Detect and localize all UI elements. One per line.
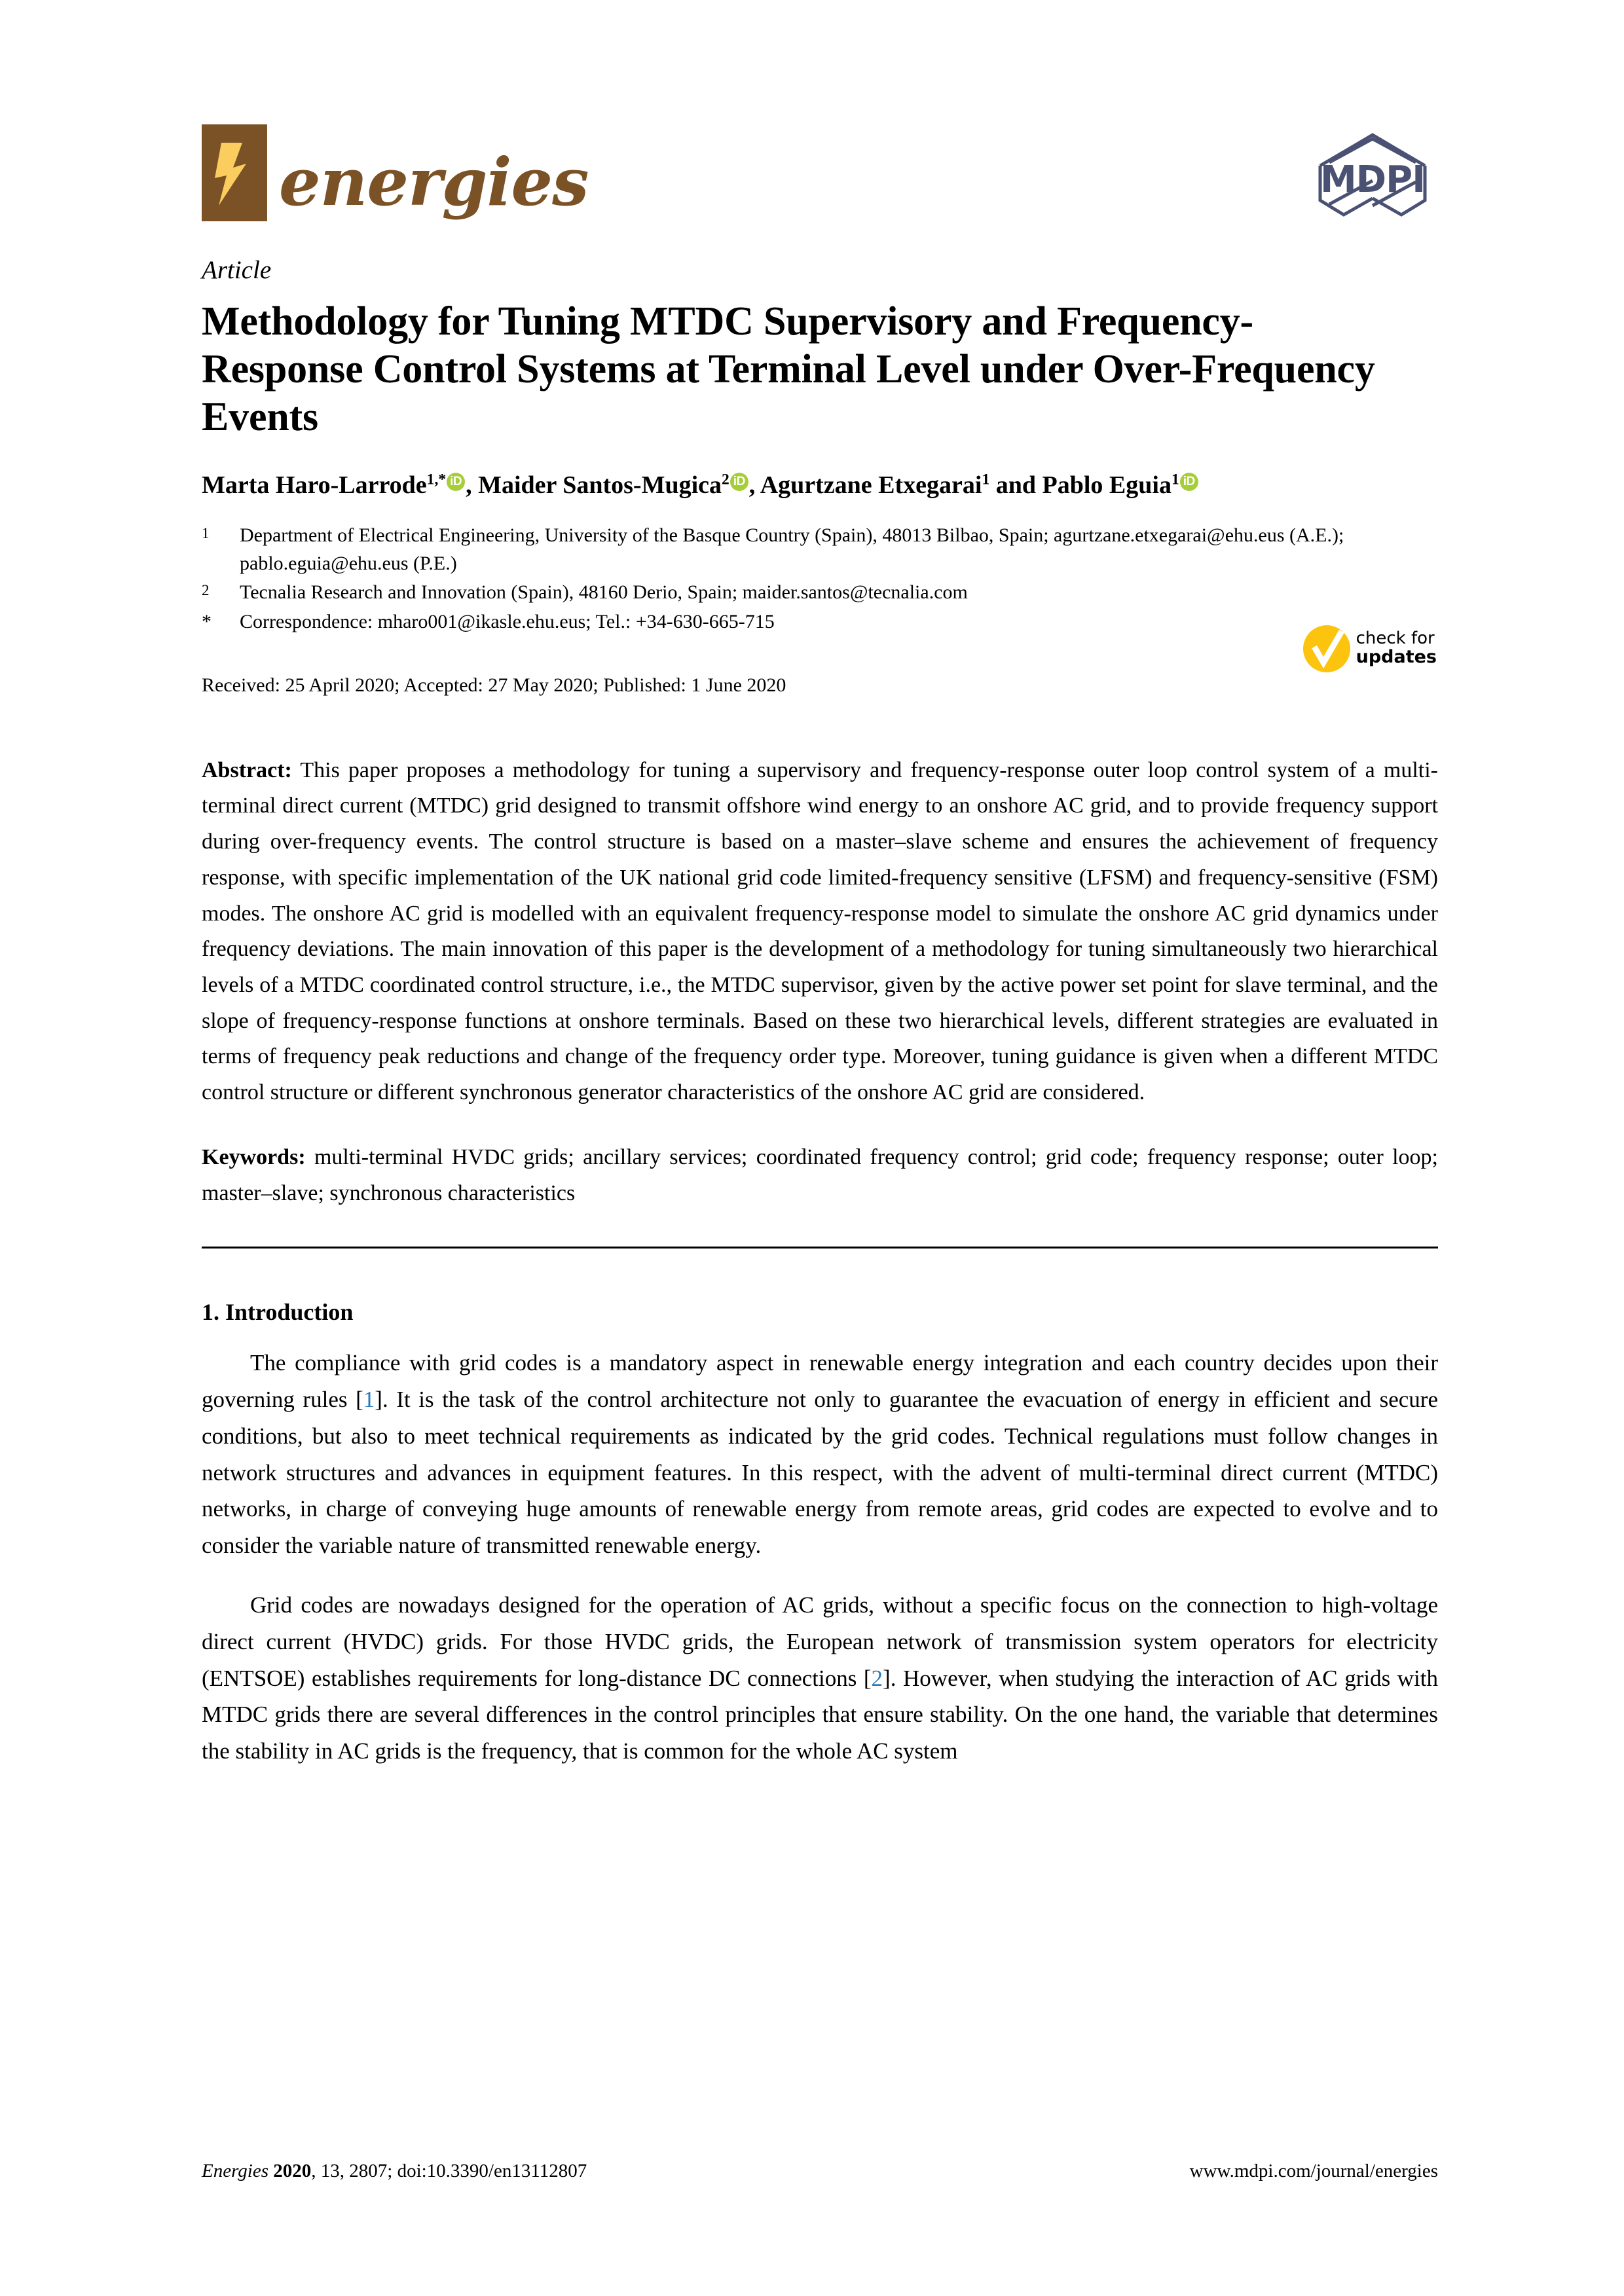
correspondence-text: Correspondence: mharo001@ikasle.ehu.eus; Tel.: +34-630-665-715 — [240, 610, 775, 632]
author-1-name: Marta Haro-Larrode — [202, 471, 427, 499]
orcid-icon[interactable]: iD — [1180, 473, 1198, 491]
authors-conjunction — [989, 471, 996, 499]
abstract-label: Abstract: — [202, 757, 292, 782]
footer-journal-name: Energies — [202, 2160, 269, 2181]
footer-year: 2020 — [273, 2160, 312, 2181]
section-heading-introduction: 1. Introduction — [202, 1299, 354, 1326]
affiliation-text: Department of Electrical Engineering, University of the Basque Country (Spain), 48013 Bilbao, Spain; agurtzane.etxegarai@ehu.eus (A.E.); pablo.eguia@ehu.eus (P.E.) — [240, 524, 1344, 574]
article-content — [202, 124, 1438, 1793]
check-for-updates-text — [1356, 630, 1437, 666]
abstract-text: This paper proposes a methodology for tuning a supervisory and frequency-response outer loop control system of a multi-terminal direct current (MTDC) grid designed to transmit offshore wind energy to an onshore AC grid, and to provide frequency support during over-frequency events. The control structure is based on a master–slave scheme and ensures the achievement of frequency response, with specific implementation of the UK national grid code limited-frequency sensitive (LFSM) and frequency-sensitive (FSM) modes. The onshore AC grid is modelled with an equivalent frequency-response model to simulate the onshore AC grid dynamics under frequency deviations. The main innovation of this paper is the development of a methodology for tuning simultaneously two hierarchical levels of a MTDC coordinated control structure, i.e., the MTDC supervisor, given by the active power set point for slave terminal, and the slope of frequency-response functions at onshore terminals. Based on these two hierarchical levels, different strategies are evaluated in terms of frequency peak reductions and change of the frequency order type. Moreover, tuning guidance is given when a different MTDC control structure or different synchronous generator characteristics of the onshore AC grid are considered. — [202, 757, 1438, 1105]
author-separator: , — [466, 471, 479, 499]
footer-volume-page: , 13, 2807; doi:10.3390/en13112807 — [311, 2160, 587, 2181]
masthead — [202, 124, 1438, 223]
author-list — [202, 469, 1438, 502]
journal-name: energies — [279, 143, 589, 221]
keywords-block — [202, 1140, 1438, 1211]
article-type-label: Article — [202, 256, 272, 284]
author-4-affiliation-marker: 1 — [1171, 471, 1179, 488]
abstract-block — [202, 753, 1438, 1111]
check-for-updates-badge[interactable] — [1302, 625, 1437, 673]
cfu-line-1: check for — [1356, 629, 1435, 649]
orcid-icon[interactable]: iD — [730, 473, 748, 491]
paragraph-text-post: ]. However, when studying the interaction of AC grids with MTDC grids there are several differences in the control principles that ensure stability. On the one hand, the variable that determines the stability in AC grids is the frequency, that is common for the whole AC system — [202, 1665, 1438, 1764]
section-divider — [202, 1247, 1438, 1248]
affiliation-list — [202, 522, 1438, 636]
paragraph-text-pre: The compliance with grid codes is a mandatory aspect in renewable energy integration and each country decides upon their governing rules [ — [202, 1350, 1438, 1412]
author-separator: , — [748, 471, 760, 499]
publication-dates: Received: 25 April 2020; Accepted: 27 May 2020; Published: 1 June 2020 — [202, 674, 786, 696]
affiliation-row — [202, 608, 1438, 636]
page-title: Methodology for Tuning MTDC Supervisory and Frequency-Response Control Systems at Terminal Level under Over-Frequency Events — [202, 299, 1375, 440]
paragraph-text-pre: Grid codes are nowadays designed for the operation of AC grids, without a specific focus on the connection to high-voltage direct current (HVDC) grids. For those HVDC grids, the European network of transmission system operators for electricity (ENTSOE) establishes requirements for long-distance DC connections [ — [202, 1592, 1438, 1691]
affiliation-text: Tecnalia Research and Innovation (Spain), 48160 Derio, Spain; maider.santos@tecnalia.com — [240, 581, 968, 604]
author-2-name: Maider Santos-Mugica — [478, 471, 722, 499]
affiliation-row — [202, 579, 1438, 607]
mdpi-logo — [1307, 128, 1438, 217]
publication-dates-row — [202, 629, 1438, 714]
author-3-name: Agurtzane Etxegarai — [760, 471, 982, 499]
affiliation-marker: 1 — [202, 525, 210, 542]
and-word: and — [995, 471, 1037, 499]
journal-logo — [202, 124, 588, 221]
citation-link[interactable]: 2 — [871, 1665, 883, 1691]
citation-link[interactable]: 1 — [363, 1386, 375, 1412]
orcid-icon[interactable]: iD — [447, 473, 465, 491]
page-footer — [202, 2160, 1438, 2182]
affiliation-row — [202, 522, 1438, 577]
paragraph-text-post: ]. It is the task of the control architecture not only to guarantee the evacuation of energy in efficient and secure conditions, but also to meet technical requirements as indicated by the grid codes. Technical regulations must follow changes in network structures and advances in equipment features. In this respect, with the advent of multi-terminal direct current (MTDC) networks, in charge of conveying huge amounts of renewable energy from remote areas, grid codes are expected to evolve and to consider the variable nature of transmitted renewable energy. — [202, 1386, 1438, 1559]
author-3-affiliation-marker: 1 — [982, 471, 990, 488]
keywords-text: multi-terminal HVDC grids; ancillary services; coordinated frequency control; grid code; frequency response; outer loop; master–slave; synchronous characteristics — [202, 1144, 1438, 1205]
checkmark-circle-icon — [1302, 625, 1351, 673]
correspondence-marker: * — [202, 610, 212, 632]
affiliation-marker: 2 — [202, 582, 210, 599]
body-paragraph — [202, 1345, 1438, 1564]
author-1-affiliation-marker: 1,* — [426, 471, 447, 488]
footer-url[interactable]: www.mdpi.com/journal/energies — [1189, 2160, 1438, 2181]
svg-text:MDPI: MDPI — [1320, 158, 1426, 201]
keywords-label: Keywords: — [202, 1144, 306, 1169]
footer-citation — [202, 2160, 587, 2182]
body-paragraph — [202, 1587, 1438, 1770]
cfu-line-2: updates — [1356, 647, 1437, 668]
lightning-bolt-icon — [202, 124, 267, 221]
space — [1036, 471, 1043, 499]
author-4-name: Pablo Eguia — [1042, 471, 1172, 499]
author-2-affiliation-marker: 2 — [722, 471, 729, 488]
